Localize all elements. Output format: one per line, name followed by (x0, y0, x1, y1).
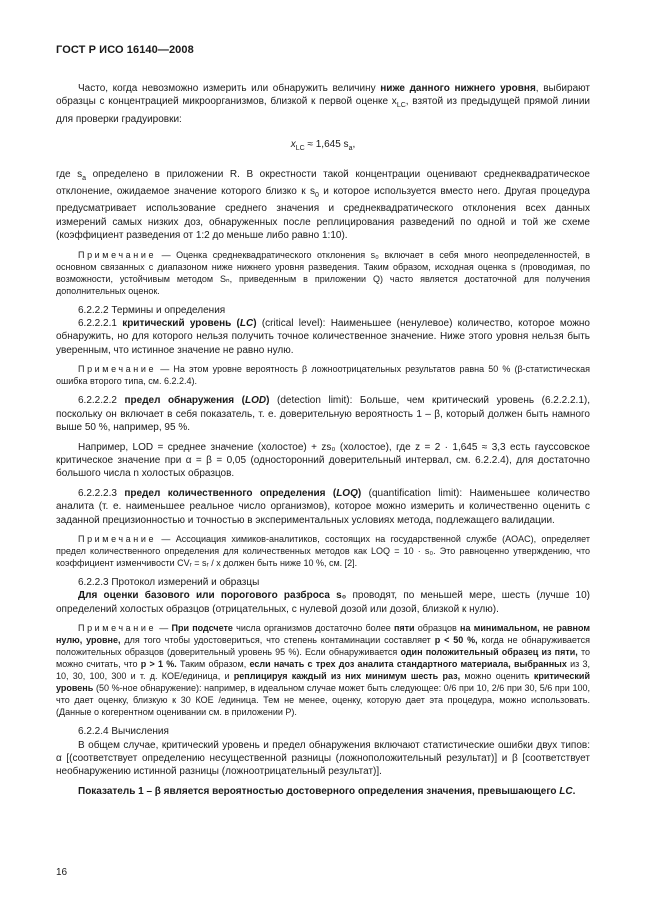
definition-loq: 6.2.2.2.3 предел количественного определения (LOQ) (quantification limit): Наименьшее количество аналита (т. е. наименьшее реальное число организмов), которое можно измерить и количественно оценить с заданной прецизионностью и точностью в экспериментальных условиях метода, подлежащего валидации. (56, 487, 590, 526)
section-heading-calculations: 6.2.2.4 Вычисления (78, 726, 169, 738)
page-number: 16 (56, 867, 68, 878)
paragraph-intro: Часто, когда невозможно измерить или обнаружить величину ниже данного нижнего уровня, выбирают образцы с концентрацией микроорганизмов, близкой к первой оценке $x_{LC}$, взятой из предыдущей прямой линии для проверки градуировки: (56, 83, 591, 125)
definition-lc: 6.2.2.2.1 критический уровень (LC) (critical level): Наименьшее (ненулевое) количество, которое можно обнаружить, но для которого нельзя получить точное количественное значение. Ниже этого уровня нельзя быть уверенным, что истинное значение не равно нулю. (56, 318, 590, 356)
note-4: Примечание — При подсчете числа организмов достаточно более пяти образцов на минимальном, не равном нулю, уровне, для того чтобы удостовериться, что степень контаминации составляет p < 50 %, когда не обнаруживается положительных образцов (доверительный уровень 95 %). Если обнаруживается один положительный образец из пяти, то можно считать, что p > 1 %. Таким образом, если начать с трех доз аналита стандартного материала, выбранных из 3, 10, 30, 100, 300 и т. д. КОЕ/единица, и реплицируя каждый из них минимум шесть раз, можно оценить критический уровень (50 %-ное обнаружение): например, в идеальном случае может быть следующее: 0/6 при 10, 2/6 при 30, 5/6 при 100, что дает оценку, близкую к 30 КОЕ /единица. Тем не менее, оценку, которую дает эта процедура, можно использовать. (Данные о когерентном оценивании см. в приложении P). (56, 623, 590, 718)
formula: $x_{LC} \approx 1,645$ $s_a$, (290, 139, 356, 153)
definition-lod: 6.2.2.2.2 предел обнаружения (LOD) (detection limit): Больше, чем критический уровень (6.2.2.2.1), поскольку он включает в себя показатель, т. е. доверительную вероятность 1 – β, который должен быть намного выше 50 %, например, 95 %. (56, 395, 590, 434)
document-header: ГОСТ Р ИСО 16140—2008 (56, 44, 194, 56)
section-heading-protocol: 6.2.2.3 Протокол измерений и образцы (78, 576, 260, 588)
paragraph-lod-example: Например, LOD = среднее значение (холостое) + zs₀ (холостое), где z = 2 · 1,645 ≈ 3,3 есть гауссовское критическое значение при α = β = 0,05 (односторонний доверительный интервал, см. 6.2.2.4), для достаточно большого числа n холостых образцов. (56, 441, 590, 480)
note-1: Примечание — Оценка среднеквадратического отклонения s₀ включает в себя много неопределенностей, в основном связанных с диапазоном ниже нижнего уровня разведения. Таким образом, исходная оценка s (проводимая, по возможности, устойчивым методом Sₙ, приведенным в приложении Q) часто является достаточной для получения дополнительных оценок. (56, 249, 590, 296)
document-body (56, 82, 590, 804)
paragraph-calculations: В общем случае, критический уровень и предел обнаружения включают статистические ошибки двух типов: α [(соответствует определению несущественной разницы (ложноположительный результат)] и β [соответствует необнаружению истинной разницы (ложноотрицательный результат)]. (56, 739, 590, 778)
paragraph-blanks: Для оценки базового или порогового разброса s₀ проводят, по меньшей мере, шесть (лучше 10) определений холостых образцов (отрицательных, с нулевой дозой или дозой, близкой к нулю). (56, 590, 590, 615)
note-2: Примечание — На этом уровне вероятность β ложноотрицательных результатов равна 50 % (β-статистическая ошибка второго типа, см. 6.2.2.4). (56, 364, 590, 387)
section-heading-terms: 6.2.2.2 Термины и определения (78, 304, 226, 316)
note-3: Примечание — Ассоциация химиков-аналитиков, состоящих на государственной службе (AOAC), определяет предел количественного определения для количественных методов как LOQ = 10 · s₀. Это равноценно утверждению, что коэффициент изменчивости CVᵣ = sᵣ / x должен быть ниже 10 %, см. [2]. (56, 533, 590, 568)
paragraph-where: где $s_a$ определено в приложении R. В окрестности такой концентрации оценивают среднеквадратическое отклонение, ожидаемое значение которого близко к $s_0$ и которое используется вместо него. Другая процедура предусматривает использование среднего значения и среднеквадратического отклонения всех данных измерений самых низких доз, обнаруженных после реплицирования разведений по одной и той же схеме (коэффициент разведения от 1:2 до меньше либо равно 1:10). (56, 168, 590, 242)
paragraph-conclusion: Показатель 1 – β является вероятностью достоверного определения значения, превышающего LC. (78, 785, 576, 797)
